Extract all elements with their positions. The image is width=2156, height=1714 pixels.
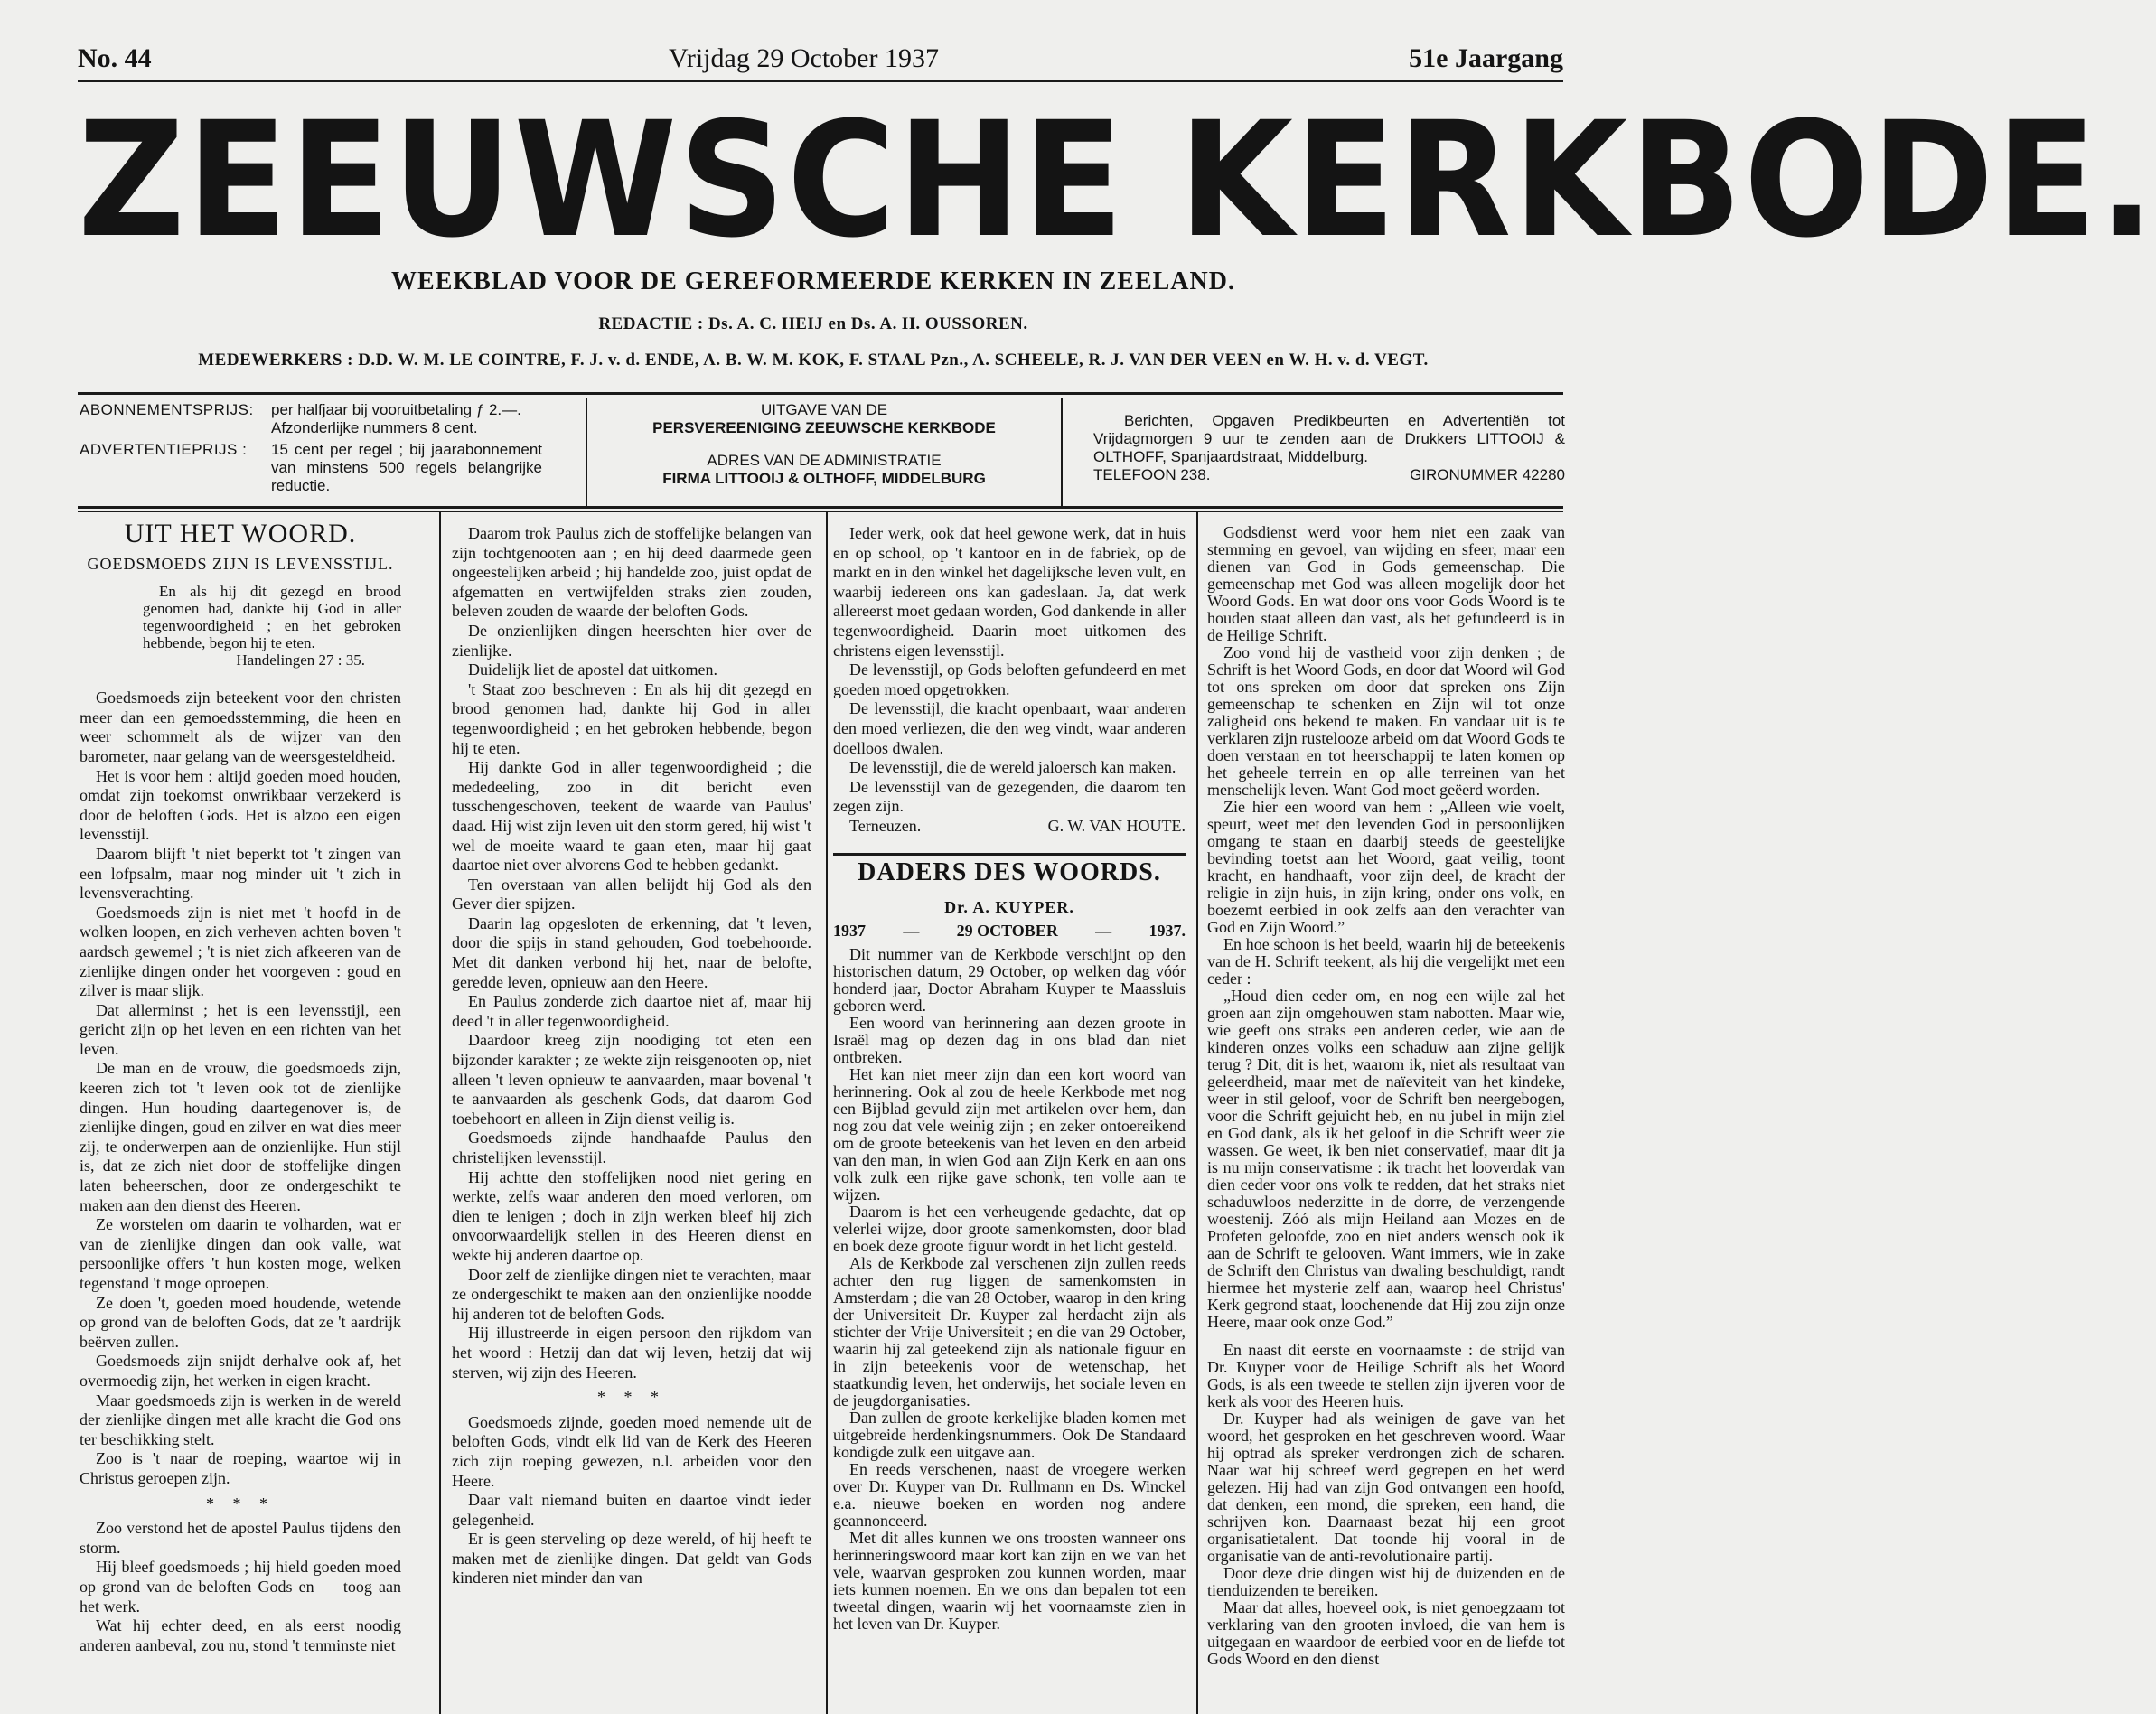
paragraph: Door deze drie dingen wist hij de duizenden en de tienduizenden te bereiken. bbox=[1207, 1564, 1565, 1599]
scripture-quote bbox=[143, 583, 401, 669]
issue-date: Vrijdag 29 October 1937 bbox=[669, 43, 939, 73]
paragraph: Hij bleef goedsmoeds ; hij hield goeden moed op grond van de beloften Gods en — toog aan het werk. bbox=[80, 1558, 401, 1616]
paragraph: „Houd dien ceder om, en nog een wijle zal het groen aan zijn omgehouwen stam nabotten. Maar wie, wie geeft ons straks een anderen ceder, wie aan de kinderen onzes volks een schaduw aan zijne gelijk terug ? Dit, dit is het, waarom ik, niet als resultaat van geleerdheid, maar met de naïeviteit van het kindeke, weer in stil geloof, voor de Schrift ben neergebogen, voor die Schrift gejuicht heb, en nu jubel in mijn ziel en God dank, als ik het geloof in die Schrift weer zie wassen. Ge weet, ik ben niet conservatief, maar dit ja is nu mijn conservatisme : ik tracht het looverdak van dien ceder voor ons volk te redden, dat het straks niet schaduwloos nederzitte in de dorre, de verzengende woestenij. Zóó als mijn Heiland aan Mozes en de Profeten geloofde, zoo en niet anders wensch ook ik aan de Schrift te gelooven. Want immers, wie in zake de Schrift den Christus van dwaling beschuldigt, randt hiermee het mysterie zelf aan, waarop heel Christus' Kerk gegrond staat, loochenende dat Hij zou zijn onze Heere, maar ook onze God.” bbox=[1207, 987, 1565, 1331]
paragraph: Maar goedsmoeds zijn is werken in de wereld der zienlijke dingen met alle kracht die God ons ter beschikking stelt. bbox=[80, 1391, 401, 1448]
paragraph: Daarom trok Paulus zich de stoffelijke belangen van zijn tochtgenooten aan ; en hij deed daarmede geen ongeestelijken arbeid ; hij handelde zoo, juist opdat de afgematten en vertwijfelden straks zien zouden, beleven zouden de waarde der beloften Gods. bbox=[452, 524, 811, 621]
heading-daders-des-woords: DADERS DES WOORDS. bbox=[858, 857, 1161, 886]
contact-block bbox=[1093, 412, 1565, 513]
abonnement-label: ABONNEMENTSPRIJS: bbox=[80, 401, 254, 418]
paragraph: De onzienlijken dingen heerschten hier over de zienlijke. bbox=[452, 621, 811, 660]
column-rule-3 bbox=[1196, 512, 1198, 1714]
paragraph: Maar dat alles, hoeveel ook, is niet genoegzaam tot verklaring van den grooten invloed, die van hem is uitgegaan en waardoor de eerbied voor en de liefde tot Gods Woord en den dienst bbox=[1207, 1598, 1565, 1668]
paragraph: Wat hij echter deed, en als eerst noodig anderen aanbeval, zou nu, stond 't tenminste niet bbox=[80, 1616, 401, 1654]
paragraph: Goedsmoeds zijn snijdt derhalve ook af, het overmoedig zijn, het werken in eigen kracht. bbox=[80, 1352, 401, 1390]
section-rule bbox=[833, 853, 1186, 856]
date-dash-2: — bbox=[1095, 921, 1112, 940]
paragraph: En reeds verschenen, naast de vroegere werken over Dr. Kuyper van Dr. Rullmann en Ds. Winckel e.a. nieuwe boeken en worden nog andere geannonceerd. bbox=[833, 1460, 1186, 1531]
paragraph: Een woord van herinnering aan dezen groote in Israël mag op dezen dag in ons blad dan niet ontbreken. bbox=[833, 1014, 1186, 1067]
paragraph: Daarin lag opgesloten de erkenning, dat 't leven, door die spijs in stand gehouden, God toebehoorde. Met dit danken verbond hij het, naar de belofte, geredde leven, opnieuw aan den Heere. bbox=[452, 913, 811, 991]
paragraph: De man en de vrouw, die goedsmoeds zijn, keeren zich tot 't leven ook tot de zienlijke dingen. Hun houding daartegenover is, de zienlijke dingen, goud en zilver en wat dies meer zij, te onderwerpen aan de onzienlijke. Hun stijl is, dat ze zich niet door de stoffelijke dingen laten beheerschen, door ze ondergeschikt te maken aan den dienst des Heeren. bbox=[80, 1059, 401, 1214]
column-2 bbox=[452, 524, 811, 1714]
quote-reference: Handelingen 27 : 35. bbox=[236, 651, 365, 670]
paragraph: Door zelf de zienlijke dingen niet te verachten, maar ze ondergeschikt te maken aan den onzienlijke noodde hij anderen tot de beloften Gods. bbox=[452, 1265, 811, 1323]
info-top-rule bbox=[78, 392, 1563, 395]
signature-author: G. W. VAN HOUTE. bbox=[1047, 816, 1186, 835]
paragraph: Met dit alles kunnen we ons troosten wanneer ons herinneringswoord maar kort kan zijn en we van het vele, waarvan gesproken zou kunnen worden, maar iets kunnen noemen. En we ons dan bepalen tot een tweetal dingen, waarin wij het voornaamste zien in het leven van Dr. Kuyper. bbox=[833, 1529, 1186, 1634]
paragraph: Duidelijk liet de apostel dat uitkomen. bbox=[468, 660, 717, 679]
adres-line-1: ADRES VAN DE ADMINISTRATIE bbox=[707, 452, 942, 469]
advertentie-label: ADVERTENTIEPRIJS : bbox=[80, 441, 248, 458]
paragraph: Godsdienst werd voor hem niet een zaak van stemming en gevoel, van wijding en sfeer, maar een dienen van God in Gods gemeenschap. Die gemeenschap met God was alleen mogelijk door het Woord Gods. En wat door ons voor Gods Woord is te houden staat alleen dan vast, als het gefundeerd is in de Heilige Schrift. bbox=[1207, 523, 1565, 644]
redactie-line: REDACTIE : Ds. A. C. HEIJ en Ds. A. H. OUSSOREN. bbox=[598, 314, 1028, 333]
section-stars: * * * bbox=[206, 1494, 275, 1513]
paragraph: De levensstijl, die de wereld jaloersch kan maken. bbox=[849, 758, 1176, 777]
info-divider-2 bbox=[1061, 398, 1063, 506]
publisher-block bbox=[596, 401, 1052, 502]
column-3 bbox=[833, 524, 1186, 1714]
paragraph: De levensstijl van de gezegenden, die daarom ten zegen zijn. bbox=[833, 777, 1186, 816]
paragraph: En hoe schoon is het beeld, waarin hij de beteekenis van de H. Schrift teekent, als hij die vergelijkt met een ceder : bbox=[1207, 935, 1565, 988]
paragraph: Goedsmoeds zijnde handhaafde Paulus den christelijken levensstijl. bbox=[452, 1129, 811, 1166]
telefoon-row bbox=[1093, 466, 1565, 484]
telefoon: TELEFOON 238. bbox=[1093, 466, 1211, 483]
paragraph: Het kan niet meer zijn dan een kort woord van herinnering. Ook al zou de heele Kerkbode met nog een Bijblad gevuld zijn met artikelen over hem, dan nog zou dat vele weinig zijn ; en zeker ontoereikend om de groote beteekenis van het leven en den arbeid van den man, in wien God aan Zijn Kerk en aan ons volk zulk een rijke gave schonk, ten volle aan te wijzen. bbox=[833, 1065, 1186, 1204]
adres-line-2: FIRMA LITTOOIJ & OLTHOFF, MIDDELBURG bbox=[662, 470, 986, 487]
date-dash-1: — bbox=[903, 921, 920, 940]
paragraph: Daarom blijft 't niet beperkt tot 't zingen van een lofpsalm, maar nog minder uit 't zich in levensverachting. bbox=[80, 844, 401, 903]
paragraph: Zie hier een woord van hem : „Alleen wie voelt, speurt, weet met den levenden God in persoonlijken omgang te staan en daarbij steeds de geestelijke bevinding toetst aan het Woord, gaat veilig, toont kracht, en handhaaft, voor zijn deel, de kracht der religie in zijn huis, in zijn kring, onder ons volk, en boezemt eerbied in ook zelfs aan den verachter van God en Zijn Woord.” bbox=[1207, 798, 1565, 936]
paragraph: Hij dankte God in aller tegenwoordigheid ; die mededeeling, zoo in dit bericht even tusschengeschoven, teekent de waarde van Paulus' daad. Hij wist zijn leven uit den storm gered, hij wist 't wel de moeite waard te gaan eten, maar hij gaat daartoe niet over alvorens God te hebben gedankt. bbox=[452, 758, 811, 875]
paragraph: Hij achtte den stoffelijken nood niet gering en werkte, zelfs waar anderen den moed verloren, om dien te lenigen ; doch in zijn werken bleef hij zich onvoorwaardelijk stellen in des Heeren dienst en wekte hij anderen daartoe op. bbox=[452, 1167, 811, 1264]
top-line bbox=[78, 43, 1563, 80]
column-rule-2 bbox=[826, 512, 828, 1714]
column-4 bbox=[1207, 524, 1565, 1714]
paragraph: Daarom is het een verheugende gedachte, dat op velerlei wijze, door groote samenkomsten, door blad en boek deze groote figuur wordt in het licht gesteld. bbox=[833, 1203, 1186, 1256]
paragraph: Ten overstaan van allen belijdt hij God als den Gever dier spijzen. bbox=[452, 875, 811, 913]
paragraph: Als de Kerkbode zal verschenen zijn zullen reeds achter den rug liggen de samenkomsten in Amsterdam ; die van 28 October, waarop in den kring der Universiteit Dr. Kuyper zal herdacht zijn als stichter der Vrije Universiteit ; en die van 29 October, waarin hij zal geteekend zijn als nationale figuur en in zijn beteekenis voor de wetenschap, het staatkundig leven, het onderwijs, het sociale leven en de jeugdorganisaties. bbox=[833, 1254, 1186, 1410]
paragraph: Ieder werk, ook dat heel gewone werk, dat in huis en op school, op 't kantoor en in de fabriek, op de markt en in den winkel het dagelijksche leven vult, en waarbij iedereen ons kan gadeslaan. Ja, dat werk allereerst moet gedaan worden, God dankende in aller tegenwoordigheid. Daarin moet uitkomen des christens eigen levensstijl. bbox=[833, 524, 1186, 660]
signature-line bbox=[833, 817, 1186, 837]
paragraph: Daardoor kreeg zijn noodiging tot eten een bijzonder karakter ; ze wekte zijn reisgenooten op, niet alleen 't leven opnieuw te aanvaarden, maar bovenal 't te aanvaarden als geschenk Gods, dat daarom God toebehoort en alleen in Zijn dienst veilig is. bbox=[452, 1031, 811, 1128]
paragraph: De levensstijl, op Gods beloften gefundeerd en met goeden moed opgetrokken. bbox=[833, 660, 1186, 698]
signature-place: Terneuzen. bbox=[849, 816, 922, 835]
paragraph: Zoo verstond het de apostel Paulus tijdens den storm. bbox=[80, 1519, 401, 1557]
paragraph: Ze doen 't, goeden moed houdende, wetende op grond van de beloften Gods, dat ze 't aardrijk beërven zullen. bbox=[80, 1293, 401, 1351]
paragraph: Zoo vond hij de vastheid voor zijn denken ; de Schrift is het Woord Gods, en door dat Woord wil God tot ons spreken om door dat spreken ons Zijn gemeenschap te schenken en Zijn wil tot onze zaligheid ons bekend te maken. En vandaar uit is te verklaren zijn rustelooze arbeid om dat Woord Gods te doen verstaan en tot heerschappij te laten komen op het geheele terrein en op alle terreinen van het menschelijk leven. Want God moet geëerd worden. bbox=[1207, 643, 1565, 799]
paragraph: Ze worstelen om daarin te volharden, wat er van de zienlijke dingen dan ook valle, wat persoonlijke offers 't hun kosten moge, welken tegenstand 't moge oproepen. bbox=[80, 1215, 401, 1292]
abonnement-row bbox=[80, 401, 549, 437]
date-right: 1937. bbox=[1148, 921, 1186, 940]
quote-text: En als hij dit gezegd en brood genomen had, dankte hij God in aller tegenwoordigheid ; en het gebroken hebbende, begon hij te eten. bbox=[143, 583, 401, 652]
masthead-title: ZEEUWSCHE KERKBODE. bbox=[78, 88, 2156, 273]
paragraph: Zoo is 't naar de roeping, waartoe wij in Christus geroepen zijn. bbox=[80, 1449, 401, 1487]
paragraph: En naast dit eerste en voornaamste : de strijd van Dr. Kuyper voor de Heilige Schrift als het Woord Gods, is als een tweede te stellen zijn ijveren voor de kerk als voor des Heeren huis. bbox=[1207, 1341, 1565, 1410]
paragraph: Het is voor hem : altijd goeden moed houden, omdat zijn toekomst onwrikbaar verzekerd is door de beloften Gods. Het is alzoo een eigen levensstijl. bbox=[80, 766, 401, 844]
subheading-goedsmoeds: GOEDSMOEDS ZIJN IS LEVENSSTIJL. bbox=[87, 554, 394, 573]
paragraph: Dat allerminst ; het is een levensstijl, een gericht zijn op het leven en een richten van het leven. bbox=[80, 1000, 401, 1058]
paragraph: Daar valt niemand buiten en daartoe vindt ieder gelegenheid. bbox=[452, 1491, 811, 1529]
paragraph: 't Staat zoo beschreven : En als hij dit gezegd en brood genomen had, dankte hij God in aller tegenwoordigheid ; en het gebroken hebbende, begon hij te eten. bbox=[452, 679, 811, 757]
anniversary-dates bbox=[833, 922, 1186, 941]
date-middle: 29 OCTOBER bbox=[956, 921, 1058, 940]
section-stars: * * * bbox=[597, 1388, 666, 1407]
prices-block bbox=[80, 401, 549, 502]
top-rule bbox=[78, 80, 1563, 82]
uitgave-line-2: PERSVEREENIGING ZEEUWSCHE KERKBODE bbox=[652, 419, 996, 436]
paragraph: Dr. Kuyper had als weinigen de gave van het woord, het gesproken en het geschreven woord. Waar hij optrad als spreker verdrongen zich de scharen. Naar wat hij schreef werd gegrepen en het werd gelezen. Hij had van zijn God ontvangen een hoofd, dat denken, een mond, die spreken, een hand, die schrijven kon. Daarnaast bezat hij een groot organisatietalent. Dat toonde hij vooral in de organisatie van de anti-revolutionaire partij. bbox=[1207, 1410, 1565, 1565]
paragraph: Goedsmoeds zijnde, goeden moed nemende uit de beloften Gods, vindt elk lid van de Kerk des Heeren zich zijn roeping gewezen, n.l. arbeiden voor den Heere. bbox=[452, 1412, 811, 1490]
uitgave-line-1: UITGAVE VAN DE bbox=[760, 401, 888, 418]
berichten-text: Berichten, Opgaven Predikbeurten en Advertentiën tot Vrijdagmorgen 9 uur te zenden aan de Drukkers LITTOOIJ & OLTHOFF, Spanjaardstraat, Middelburg. bbox=[1093, 412, 1565, 465]
heading-uit-het-woord: UIT HET WOORD. bbox=[124, 519, 357, 548]
masthead-subtitle: WEEKBLAD VOOR DE GEREFORMEERDE KERKEN IN ZEELAND. bbox=[391, 267, 1235, 295]
issue-number: No. 44 bbox=[78, 43, 152, 73]
paragraph: Dit nummer van de Kerkbode verschijnt op den historischen datum, 29 October, op welken dag vóór honderd jaar, Doctor Abraham Kuyper te Maassluis geboren werd. bbox=[833, 945, 1186, 1016]
info-divider-1 bbox=[586, 398, 587, 506]
paragraph: Goedsmoeds zijn beteekent voor den christen meer dan een gemoedsstemming, die heen en weer schommelt als de wijzer van den barometer, naar gelang van de weersgesteldheid. bbox=[80, 688, 401, 765]
paragraph: Dan zullen de groote kerkelijke bladen komen met uitgebreide herdenkingsnummers. Ook De Standaard kondigde zulk een uitgave aan. bbox=[833, 1409, 1186, 1462]
paragraph: En Paulus zonderde zich daartoe niet af, maar hij deed 't in aller tegenwoordigheid. bbox=[452, 992, 811, 1030]
gironummer: GIRONUMMER 42280 bbox=[1410, 466, 1565, 483]
volume: 51e Jaargang bbox=[1409, 43, 1563, 73]
date-left: 1937 bbox=[833, 921, 866, 940]
paragraph: Hij illustreerde in eigen persoon den rijkdom van het woord : Hetzij dan dat wij leven, hetzij dat wij sterven, wij zijn des Heeren. bbox=[452, 1324, 811, 1382]
advertentie-row bbox=[80, 441, 549, 495]
column-rule-1 bbox=[439, 512, 441, 1714]
paragraph: De levensstijl, die kracht openbaart, waar anderen den moed verliezen, die den weg vindt, waar anderen doelloos dwalen. bbox=[833, 699, 1186, 757]
paragraph: Er is geen sterveling op deze wereld, of hij heeft te maken met de zienlijke dingen. Dat geldt van Gods kinderen niet minder dan van bbox=[452, 1530, 811, 1588]
column-1 bbox=[80, 519, 401, 1714]
subheading-kuyper: Dr. A. KUYPER. bbox=[944, 898, 1074, 917]
medewerkers-line: MEDEWERKERS : D.D. W. M. LE COINTRE, F. J. v. d. ENDE, A. B. W. M. KOK, F. STAAL Pzn., A. SCHEELE, R. J. VAN DER VEEN en W. H. v. d. VEGT. bbox=[198, 351, 1429, 370]
abonnement-text: per halfjaar bij vooruitbetaling ƒ 2.—. Afzonderlijke nummers 8 cent. bbox=[271, 401, 521, 436]
advertentie-text: 15 cent per regel ; bij jaarabonnement van minstens 500 regels belangrijke reductie. bbox=[271, 441, 542, 494]
paragraph: Goedsmoeds zijn is niet met 't hoofd in de wolken loopen, en zich verheven achten boven 't aardsch gewemel ; 't is niet zich afkeeren van de zienlijke dingen onder het voorgeven : goud en zilver is maar slijk. bbox=[80, 903, 401, 1000]
